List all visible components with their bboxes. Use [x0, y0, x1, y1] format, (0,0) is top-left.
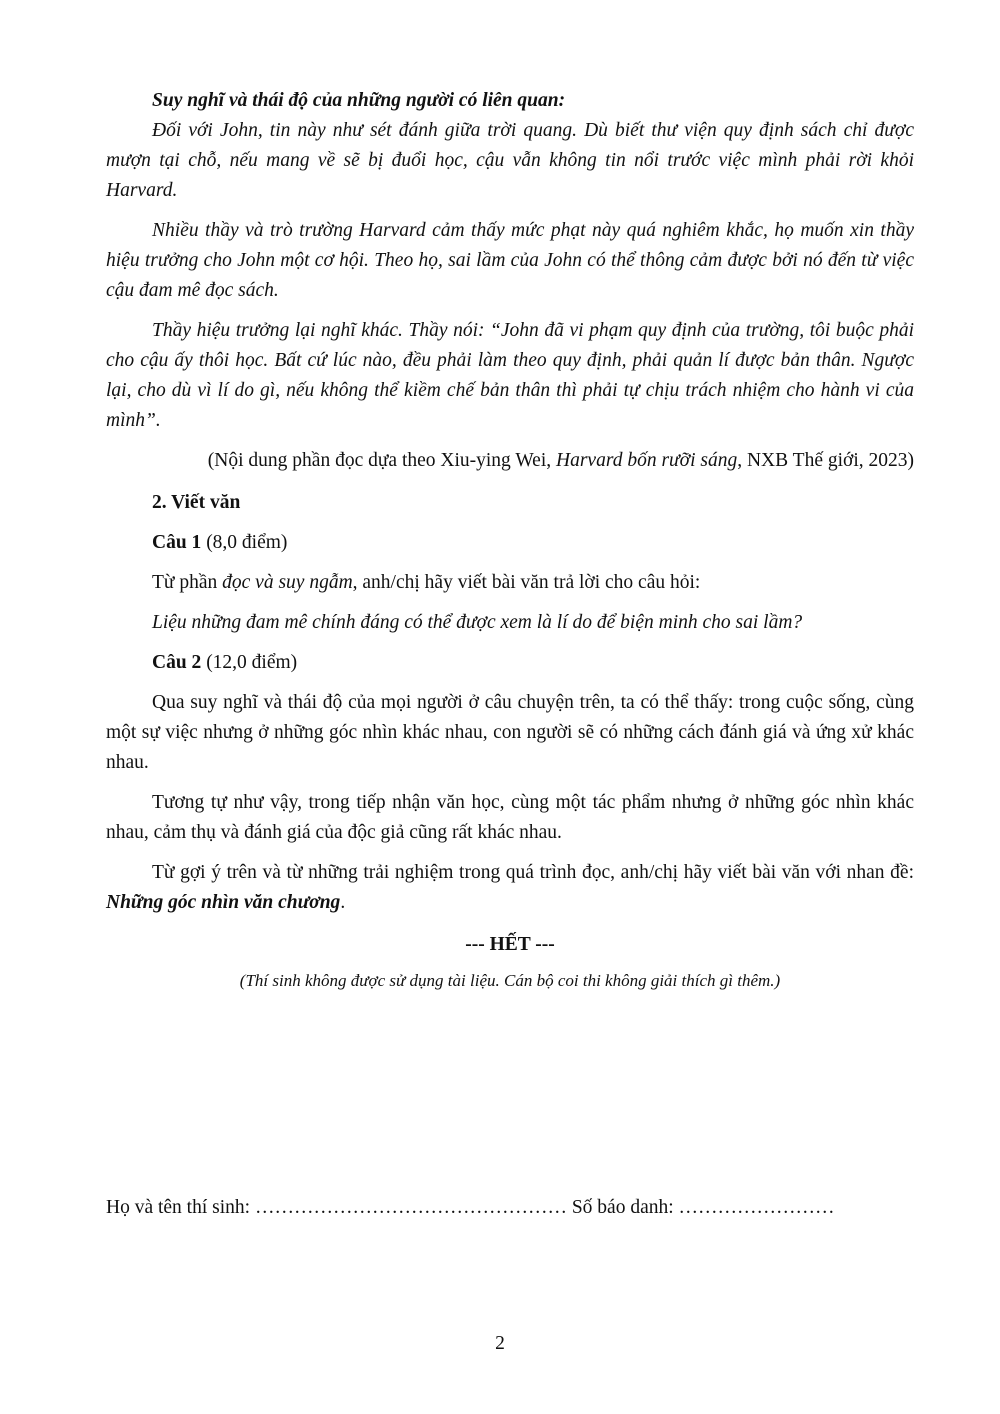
source-citation: [106, 446, 914, 476]
question-2-label: Câu 2: [152, 652, 202, 673]
question-1-points: (8,0 điểm): [201, 532, 288, 553]
question-2-paragraph-3-prefix: Từ gợi ý trên và từ những trải nghiệm trong quá trình đọc, anh/chị hãy viết bài văn với nhan đề:: [152, 862, 914, 883]
question-1-label: Câu 1: [152, 532, 202, 553]
candidate-info-line: Họ và tên thí sinh: ………………………………………… Số báo danh: ……………………: [106, 1197, 835, 1218]
question-1-intro-suffix: , anh/chị hãy viết bài văn trả lời cho câu hỏi:: [352, 572, 701, 593]
essay-title: Những góc nhìn văn chương: [106, 892, 341, 913]
john-paragraph: Đối với John, tin này như sét đánh giữa trời quang. Dù biết thư viện quy định sách chỉ được mượn tại chỗ, nếu mang về sẽ bị đuổi học, cậu vẫn không tin nổi trước việc mình phải rời khỏi Harvard.: [106, 120, 914, 201]
page-content: [106, 86, 914, 996]
end-mark: --- HẾT ---: [465, 934, 555, 955]
exam-note: (Thí sinh không được sử dụng tài liệu. Cán bộ coi thi không giải thích gì thêm.): [239, 971, 781, 990]
attitudes-heading: Suy nghĩ và thái độ của những người có liên quan:: [152, 90, 566, 111]
question-2-paragraph-3: [106, 858, 914, 918]
page-number: 2: [495, 1333, 505, 1354]
question-2-title: [106, 648, 914, 678]
question-1-intro-italic: đọc và suy ngẫm: [222, 572, 353, 593]
writing-heading: 2. Viết văn: [152, 492, 241, 513]
source-book-title: Harvard bốn rưỡi sáng: [556, 450, 738, 471]
question-1-intro: [106, 568, 914, 598]
question-2-paragraph-3-suffix: .: [340, 892, 346, 913]
question-2-points: (12,0 điểm): [201, 652, 298, 673]
source-prefix: (Nội dung phần đọc dựa theo Xiu-ying Wei,: [207, 450, 556, 471]
question-2-paragraph-2: Tương tự như vậy, trong tiếp nhận văn học, cùng một tác phẩm nhưng ở những góc nhìn khác nhau, cảm thụ và đánh giá của độc giả cũng rất khác nhau.: [106, 792, 914, 843]
question-2-paragraph-1: Qua suy nghĩ và thái độ của mọi người ở câu chuyện trên, ta có thể thấy: trong cuộc sống, cùng một sự việc nhưng ở những góc nhìn khác nhau, con người sẽ có những cách đánh giá và ứng xử khác nhau.: [106, 692, 914, 773]
source-suffix: , NXB Thế giới, 2023): [737, 450, 914, 471]
teachers-students-paragraph: Nhiều thầy và trò trường Harvard cảm thấy mức phạt này quá nghiêm khắc, họ muốn xin thầy hiệu trưởng cho John một cơ hội. Theo họ, sai lầm của John có thể thông cảm được bởi nó đến từ việc cậu đam mê đọc sách.: [106, 220, 914, 301]
principal-paragraph: Thầy hiệu trưởng lại nghĩ khác. Thầy nói: “John đã vi phạm quy định của trường, tôi buộc phải cho cậu ấy thôi học. Bất cứ lúc nào, đều phải làm theo quy định, phải quản lí được bản thân. Ngược lại, cho dù vì lí do gì, nếu không thể kiềm chế bản thân thì phải tự chịu trách nhiệm cho hành vi của mình”.: [106, 320, 914, 431]
question-1-intro-prefix: Từ phần: [152, 572, 223, 593]
question-1-text: Liệu những đam mê chính đáng có thể được xem là lí do để biện minh cho sai lầm?: [152, 612, 803, 633]
question-1-title: [106, 528, 914, 558]
